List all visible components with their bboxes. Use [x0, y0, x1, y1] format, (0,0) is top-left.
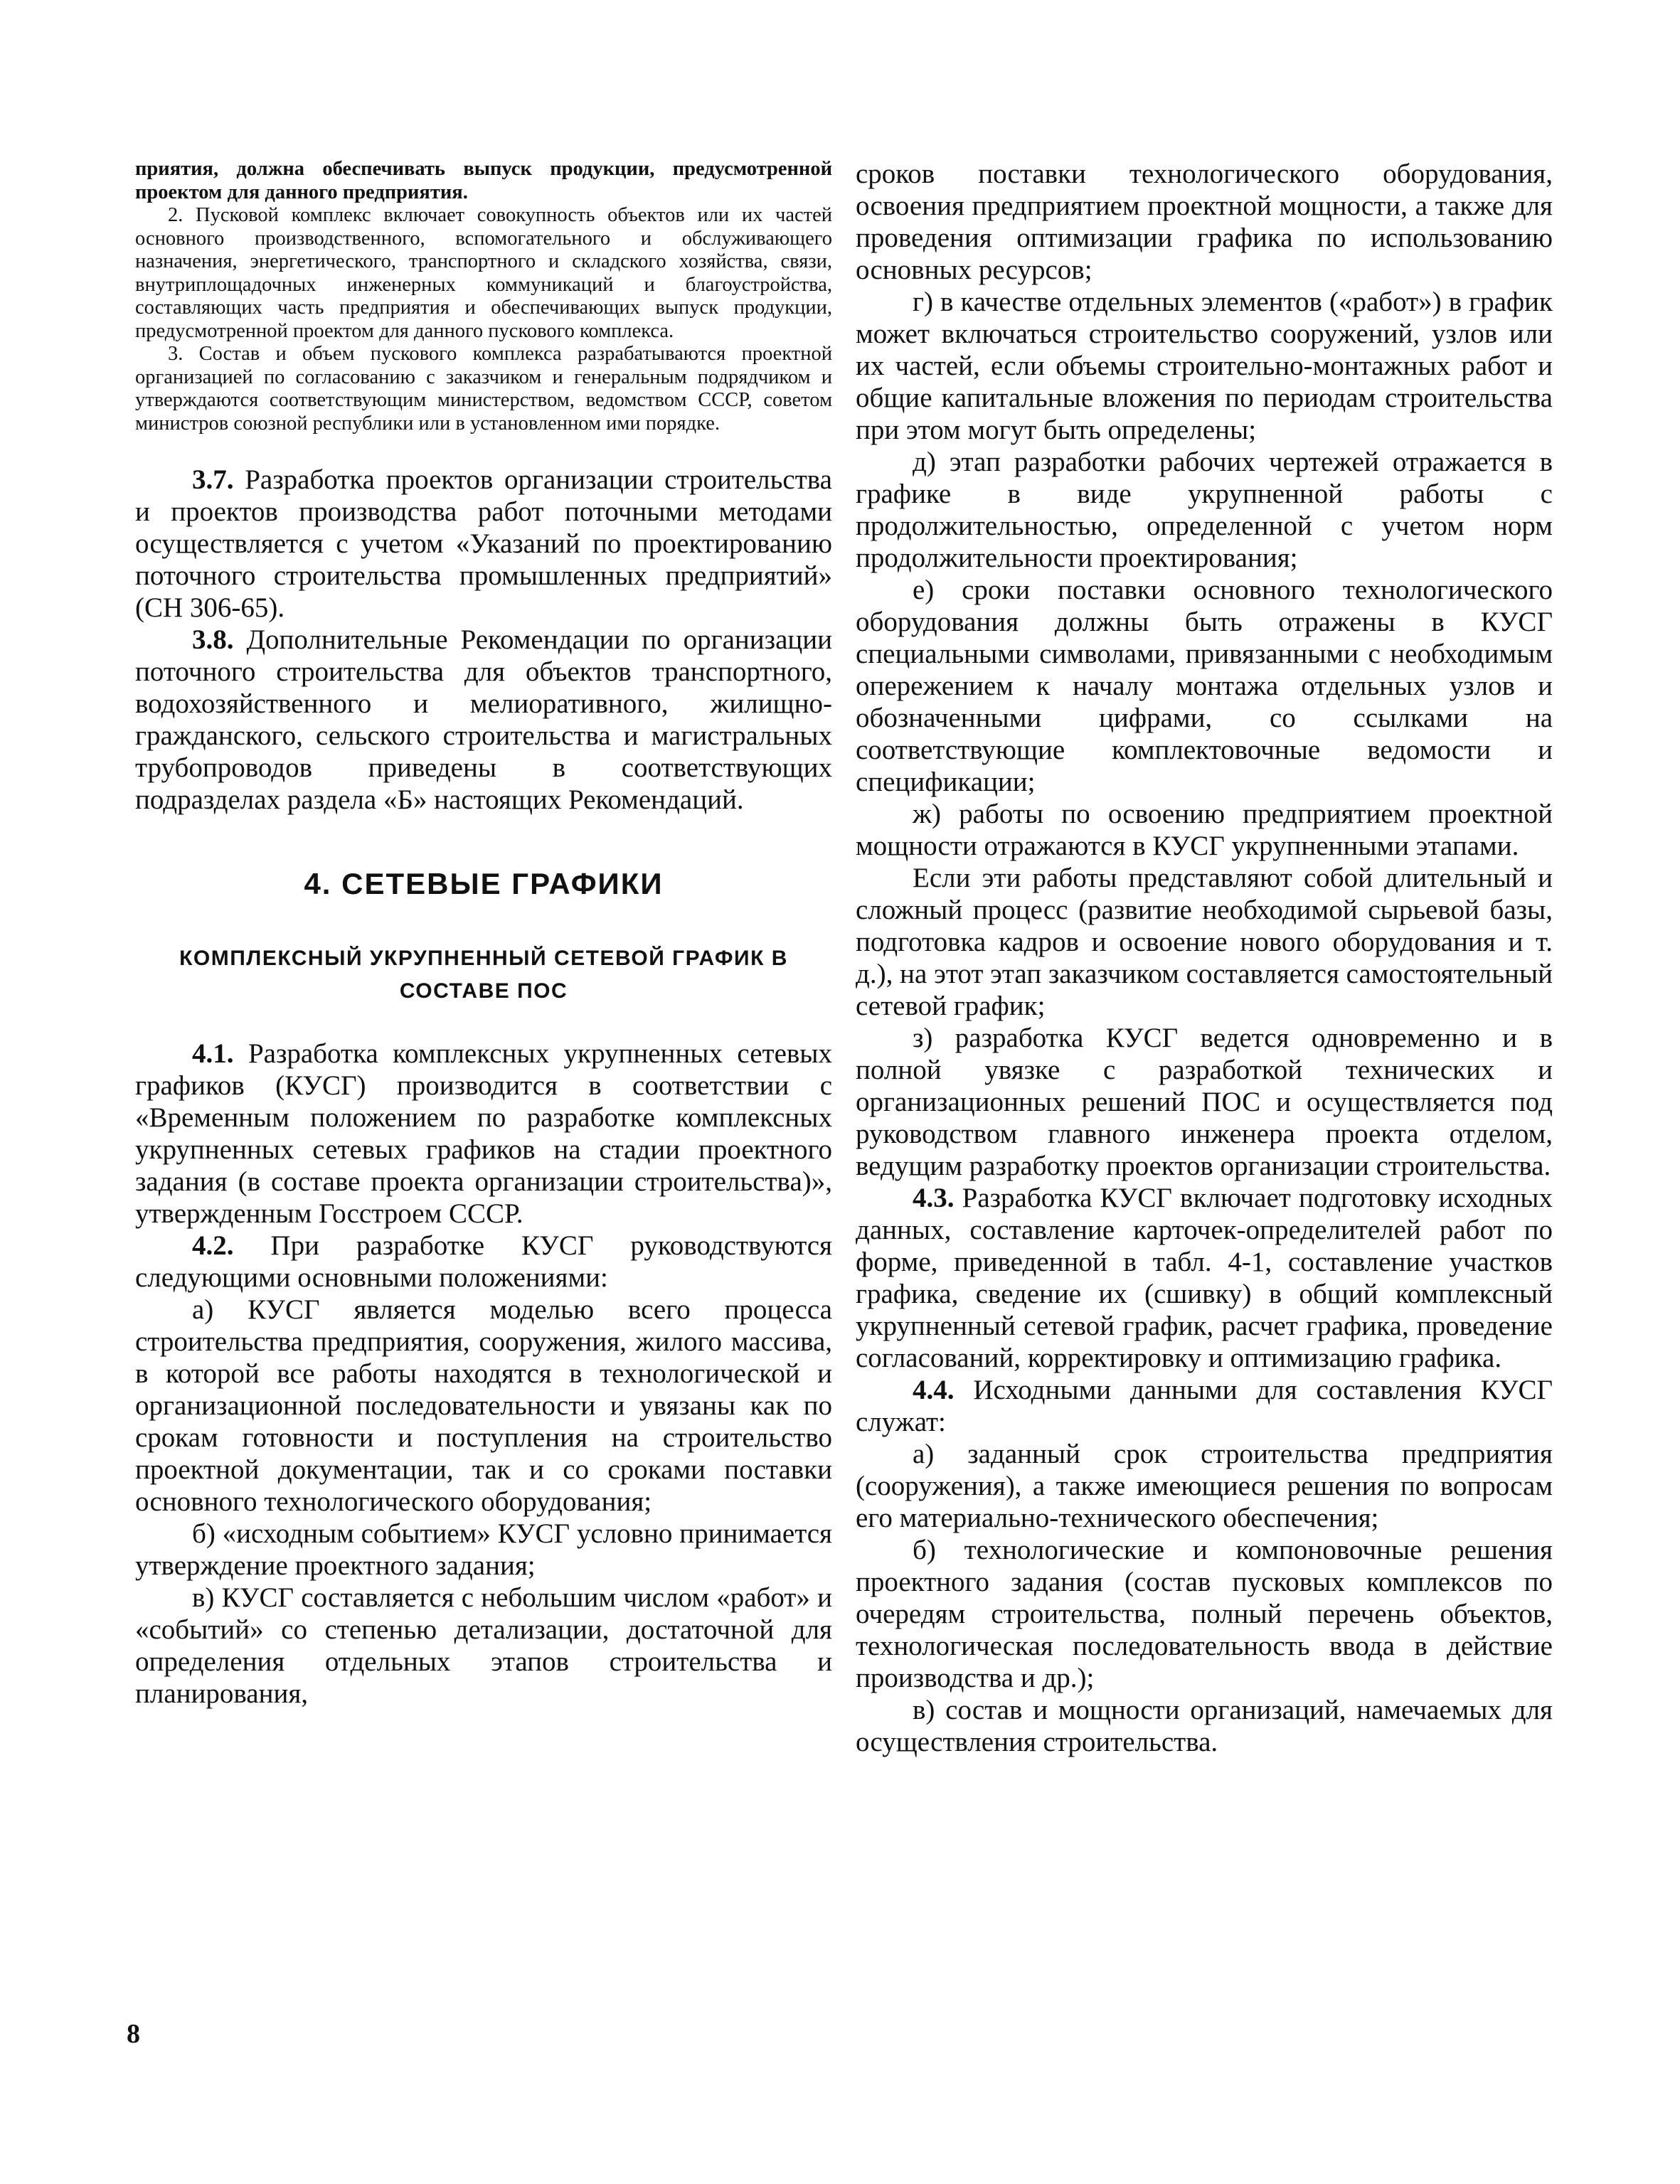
paragraph-note: Если эти работы представляют собой длительный и сложный процесс (развитие необходимой сырьевой базы, подготовка кадров и освоение нового оборудования и т. д.), на этот этап заказчиком составляется самостоятельный сетевой график; — [856, 863, 1553, 1021]
paragraph-continuation: сроков поставки технологического оборудования, освоения предприятием проектной мощности, а также для проведения оптимизации графика по использованию основных ресурсов; — [856, 159, 1553, 285]
left-column — [135, 158, 832, 1710]
paragraph-text: Разработка проектов организации строительства и проектов производства работ поточными методами осуществляется с учетом «Указаний по проектированию поточного строительства промышленных предприятий» (СН 306-65). — [135, 464, 832, 623]
section-title: 4. СЕТЕВЫЕ ГРАФИКИ — [304, 867, 664, 900]
paragraph-4-2 — [135, 1230, 832, 1294]
note-3: 3. Состав и объем пускового комплекса разрабатываются проектной организацией по согласованию с заказчиком и генеральным подрядчиком и утверждаются соответствующим министерством, ведомством СССР, советом министров союзной республики или в установленном ими порядке. — [135, 343, 832, 435]
paragraph-text: При разработке КУСГ руководствуются следующими основными положениями: — [135, 1230, 832, 1293]
note-2: 2. Пусковой комплекс включает совокупность объектов или их частей основного производственного, вспомогательного и обслуживающего назначения, энергетического, транспортного и складского хозяйства, связи, внутриплощадочных инженерных коммуникаций и благоустройства, составляющих часть предприятия и обеспечивающих выпуск продукции, предусмотренной проектом для данного пускового комплекса. — [135, 204, 832, 342]
list-item-b: б) «исходным событием» КУСГ условно принимается утверждение проектного задания; — [135, 1518, 832, 1581]
list-item-zh: ж) работы по освоению предприятием проектной мощности отражаются в КУСГ укрупненными этапами. — [856, 799, 1553, 861]
list-item-g: г) в качестве отдельных элементов («работ») в график может включаться строительство сооружений, узлов или их частей, если объемы строительно-монтажных работ и общие капитальные вложения по периодам строительства при этом могут быть определены; — [856, 287, 1553, 445]
list-item-a: а) заданный срок строительства предприятия (сооружения), а также имеющиеся решения по вопросам его материально-технического обеспечения; — [856, 1439, 1553, 1533]
paragraph-number: 3.7. — [192, 464, 234, 495]
page-number: 8 — [127, 2019, 140, 2049]
paragraph-continuation: приятия, должна обеспечивать выпуск продукции, предусмотренной проектом для данного предприятия. — [135, 158, 832, 203]
paragraph-4-4 — [856, 1374, 1553, 1438]
list-item-e: е) сроки поставки основного технологического оборудования должны быть отражены в КУСГ специальными символами, привязанными с необходимым опережением к началу монтажа отдельных узлов и обозначенными цифрами, со ссылками на соответствующие комплектовочные ведомости и спецификации; — [856, 575, 1553, 797]
paragraph-number: 4.1. — [192, 1038, 234, 1069]
paragraph-number: 4.4. — [913, 1375, 955, 1405]
paragraph-text: Разработка комплексных укрупненных сетевых графиков (КУСГ) производится в соответствии с «Временным положением по разработке комплексных укрупненных сетевых графиков на стадии проектного задания (в составе проекта организации строительства)», утвержденным Госстроем СССР. — [135, 1038, 832, 1229]
paragraph-4-1 — [135, 1038, 832, 1230]
paragraph-number: 4.3. — [913, 1183, 955, 1213]
paragraph-3-7 — [135, 464, 832, 624]
paragraph-4-3 — [856, 1182, 1553, 1374]
list-item-v: в) КУСГ составляется с небольшим числом «работ» и «событий» со степенью детализации, достаточной для определения отдельных этапов строительства и планирования, — [135, 1582, 832, 1709]
paragraph-3-8 — [135, 624, 832, 816]
list-item-d: д) этап разработки рабочих чертежей отражается в графике в виде укрупненной работы с продолжительностью, определенной с учетом норм продолжительности проектирования; — [856, 447, 1553, 573]
paragraph-text: Разработка КУСГ включает подготовку исходных данных, составление карточек-определителей работ по форме, приведенной в табл. 4-1, составление участков графика, сведение их (сшивку) в общий комплексный укрупненный сетевой график, расчет графика, проведение согласований, корректировку и оптимизацию графика. — [856, 1183, 1553, 1373]
list-item-a: а) КУСГ является моделью всего процесса строительства предприятия, сооружения, жилого массива, в которой все работы находятся в технологической и организационной последовательности и увязаны как по срокам готовности и поступления на строительство проектной документации, так и со сроками поставки основного технологического оборудования; — [135, 1294, 832, 1517]
list-item-b: б) технологические и компоновочные решения проектного задания (состав пусковых комплексов по очередям строительства, полный перечень объектов, технологическая последовательность ввода в действие производства и др.); — [856, 1535, 1553, 1693]
paragraph-text: Дополнительные Рекомендации по организации поточного строительства для объектов транспортного, водохозяйственного и мелиоративного, жилищно-гражданского, сельского строительства и магистральных трубопроводов приведены в соответствующих подразделах раздела «Б» настоящих Рекомендаций. — [135, 624, 832, 815]
right-column — [856, 158, 1553, 1758]
subsection-title: КОМПЛЕКСНЫЙ УКРУПНЕННЫЙ СЕТЕВОЙ ГРАФИК В СОСТАВЕ ПОС — [179, 947, 788, 1003]
paragraph-number: 3.8. — [192, 624, 234, 655]
paragraph-number: 4.2. — [192, 1230, 234, 1261]
list-item-v: в) состав и мощности организаций, намечаемых для осуществления строительства. — [856, 1695, 1553, 1757]
paragraph-text: Исходными данными для составления КУСГ служат: — [856, 1375, 1553, 1437]
list-item-z: з) разработка КУСГ ведется одновременно и в полной увязке с разработкой технических и организационных решений ПОС и осуществляется под руководством главного инженера проекта отделом, ведущим разработку проектов организации строительства. — [856, 1023, 1553, 1181]
